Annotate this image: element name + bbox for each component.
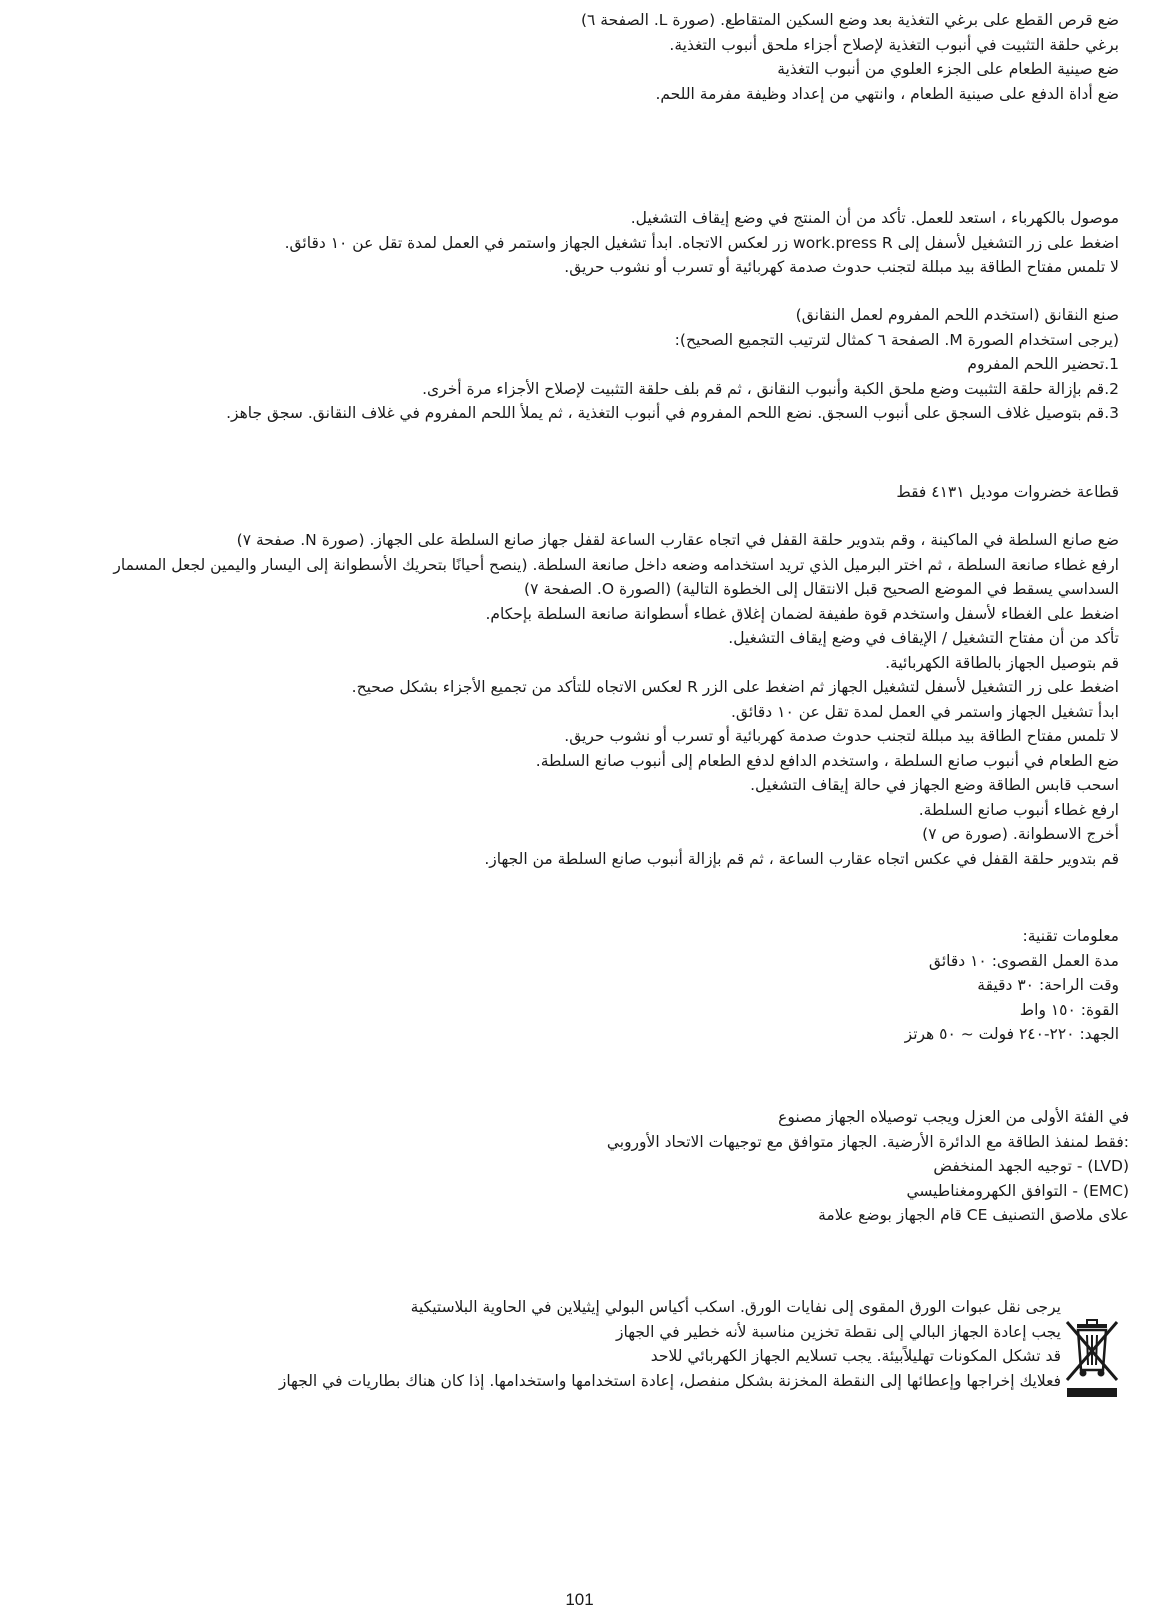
text-line: يجب إعادة الجهاز البالي إلى نقطة تخزين مناسبة لأنه خطير في الجهاز	[616, 1322, 1061, 1341]
vegetable-cutter-heading	[896, 480, 1119, 505]
step-2: 2.قم بإزالة حلقة التثبيت وضع ملحق الكبة وأنبوب النقانق ، ثم قم بلف حلقة التثبيت لإصلاح الأجزاء مرة أخرى.	[422, 379, 1119, 398]
vegetable-cutter-instructions	[113, 528, 1119, 871]
text-line: يرجى نقل عبوات الورق المقوى إلى نفايات الورق. اسكب أكياس البولي إيثيلاين في الحاوية البلاستيكية	[410, 1298, 1061, 1316]
text-line: ضع الطعام في أنبوب صانع السلطة ، واستخدم الدافع لدفع الطعام إلى أنبوب صانع السلطة.	[535, 751, 1119, 770]
text-line: قم بتوصيل الجهاز بالطاقة الكهربائية.	[885, 653, 1119, 672]
text-line: أخرج الاسطوانة. (صورة ص ٧)	[922, 825, 1119, 843]
classification-info	[607, 1105, 1129, 1228]
text-line: اضغط على زر التشغيل لأسفل إلى work.press R زر لعكس الاتجاه. ابدأ تشغيل الجهاز واستمر في العمل لمدة تقل عن ١٠ دقائق.	[284, 233, 1119, 252]
text-line: اضغط على زر التشغيل لأسفل لتشغيل الجهاز ثم اضغط على الزر R لعكس الاتجاه للتأكد من تجميع الأجزاء بشكل صحيح.	[351, 678, 1119, 696]
spec-line: القوة: ١٥٠ واط	[1019, 1000, 1119, 1019]
step-3: 3.قم بتوصيل غلاف السجق على أنبوب السجق. نضع اللحم المفروم في أنبوب التغذية ، ثم يملأ اللحم المفروم في غلاف النقانق. سجق جاهز.	[226, 404, 1119, 422]
spec-line: الجهد: ٢٢٠-٢٤٠ فولت ~ ٥٠ هرتز	[904, 1025, 1119, 1043]
text-line: لا تلمس مفتاح الطاقة بيد مبللة لتجنب حدوث صدمة كهربائية أو تسرب أو نشوب حريق.	[564, 258, 1119, 276]
power-instructions	[285, 206, 1119, 280]
text-line: قم بتدوير حلقة القفل في عكس اتجاه عقارب الساعة ، ثم قم بإزالة أنبوب صانع السلطة من الجهاز.	[484, 849, 1119, 868]
text-line: علاى ملاصق التصنيف CE قام الجهاز بوضع علامة	[818, 1206, 1129, 1224]
text-line: ضع صانع السلطة في الماكينة ، وقم بتدوير حلقة القفل في اتجاه عقارب الساعة لقفل جهاز صانع السلطة على الجهاز. (صورة N. صفحة ٧)	[236, 531, 1119, 549]
text-line: السداسي يسقط في الموضع الصحيح قبل الانتقال إلى الخطوة التالية) (الصورة O. الصفحة ٧)	[524, 580, 1119, 598]
text-line: (LVD) - توجيه الجهد المنخفض	[933, 1157, 1129, 1175]
spec-line: وقت الراحة: ٣٠ دقيقة	[977, 976, 1119, 994]
text-line: (يرجى استخدام الصورة M. الصفحة ٦ كمثال لترتيب التجميع الصحيح):	[674, 330, 1119, 349]
text-line: (EMC) - التوافق الكهرومغناطيسي	[906, 1181, 1129, 1200]
text-line: تأكد من أن مفتاح التشغيل / الإيقاف في وضع إيقاف التشغيل.	[728, 629, 1119, 647]
text-line: موصول بالكهرباء ، استعد للعمل. تأكد من أن المنتج في وضع إيقاف التشغيل.	[630, 209, 1119, 227]
section-heading: معلومات تقنية:	[1022, 927, 1119, 945]
page-number: 101	[565, 1590, 594, 1609]
text-line: اضغط على الغطاء لأسفل واستخدم قوة طفيفة لضمان إغلاق غطاء أسطوانة صانعة السلطة بإحكام.	[485, 604, 1119, 623]
text-line: ضع صينية الطعام على الجزء العلوي من أنبوب التغذية	[777, 60, 1119, 78]
text-line: :فقط لمنفذ الطاقة مع الدائرة الأرضية. الجهاز متوافق مع توجيهات الاتحاد الأوروبي	[606, 1132, 1129, 1151]
text-line: ارفع غطاء أنبوب صانع السلطة.	[918, 800, 1119, 819]
text-line: ضع قرص القطع على برغي التغذية بعد وضع السكين المتقاطع. (صورة L. الصفحة ٦)	[580, 11, 1119, 29]
spec-line: مدة العمل القصوى: ١٠ دقائق	[928, 951, 1119, 970]
text-line: فعلايك إخراجها وإعطائها إلى النقطة المخزنة بشكل منفصل، إعادة استخدامها واستخدامها. إذا كان هناك بطاريات في الجهاز	[278, 1371, 1061, 1390]
text-line: اسحب قابس الطاقة وضع الجهاز في حالة إيقاف التشغيل.	[750, 776, 1119, 794]
section-heading: صنع النقانق (استخدم اللحم المفروم لعمل النقانق)	[795, 306, 1119, 324]
technical-info	[905, 924, 1119, 1047]
text-line: في الفئة الأولى من العزل ويجب توصيلاه الجهاز مصنوع	[778, 1108, 1129, 1126]
section-heading: قطاعة خضروات موديل ٤١٣١ فقط	[896, 483, 1119, 501]
sausage-section	[226, 303, 1119, 426]
text-line: ابدأ تشغيل الجهاز واستمر في العمل لمدة تقل عن ١٠ دقائق.	[730, 702, 1119, 721]
text-line: ارفع غطاء صانعة السلطة ، ثم اختر البرميل الذي تريد استخدامه وضعه داخل صانعة السلطة. (ينصح أحيانًا بتحريك الأسطوانة إلى اليسار واليمين لجعل المسمار	[113, 555, 1119, 574]
text-line: لا تلمس مفتاح الطاقة بيد مبللة لتجنب حدوث صدمة كهربائية أو تسرب أو نشوب حريق.	[564, 727, 1119, 745]
recycling-info	[279, 1295, 1061, 1393]
text-line: برغي حلقة التثبيت في أنبوب التغذية لإصلاح أجزاء ملحق أنبوب التغذية.	[669, 35, 1119, 54]
text-line: قد تشكل المكونات تهليلاًبيئة. يجب تسلايم الجهاز الكهربائي للاحد	[650, 1347, 1061, 1365]
text-line: ضع أداة الدفع على صينية الطعام ، وانتهي من إعداد وظيفة مفرمة اللحم.	[655, 84, 1119, 103]
intro-instructions	[581, 8, 1119, 106]
weee-crossed-bin-icon	[1063, 1318, 1121, 1400]
step-1: 1.تحضير اللحم المفروم	[967, 355, 1119, 373]
